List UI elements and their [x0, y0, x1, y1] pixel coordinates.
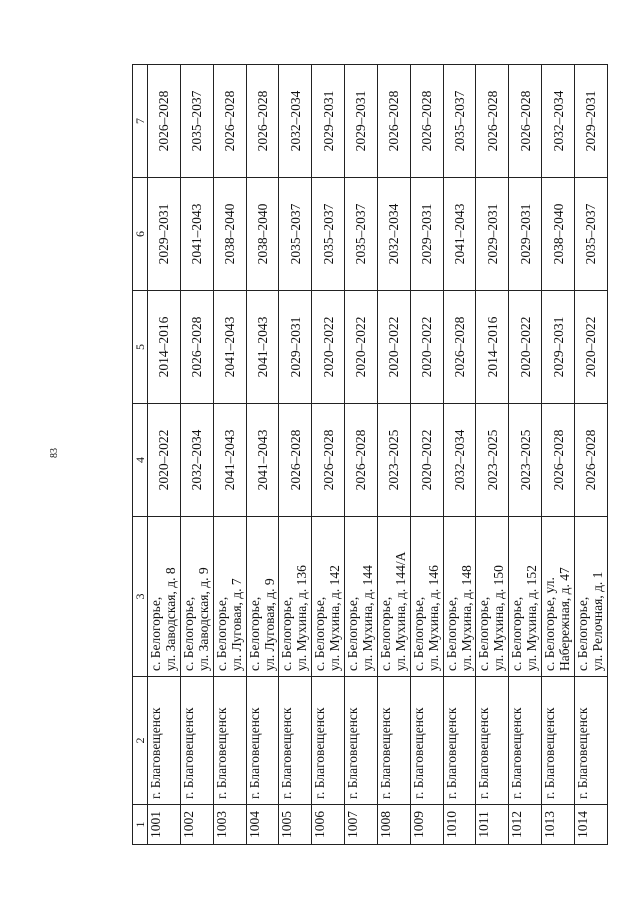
period-cell-col5: 2029–2031 [542, 291, 575, 404]
period-cell-col4: 2026–2028 [279, 404, 312, 517]
period-cell-col7: 2029–2031 [345, 65, 378, 178]
address-line-1: с. Белогорье, [180, 596, 196, 671]
address-line-2: ул. Релочная, д. 1 [589, 571, 605, 671]
period-cell-col7: 2032–2034 [279, 65, 312, 178]
period-cell-col7: 2026–2028 [213, 65, 246, 178]
period-cell-col4: 2023–2025 [476, 404, 509, 517]
row-number-cell: 1014 [574, 805, 607, 845]
header-row [133, 65, 148, 845]
page-number: 83 [49, 448, 60, 458]
address-cell [180, 517, 213, 677]
column-header: 3 [133, 517, 148, 677]
period-cell-col7: 2026–2028 [476, 65, 509, 178]
address-cell [542, 517, 575, 677]
address-cell [345, 517, 378, 677]
address-line-2: ул. Луговая, д. 7 [228, 578, 244, 671]
period-cell-col6: 2041–2043 [443, 178, 476, 291]
city-cell: г. Благовещенск [377, 677, 410, 805]
address-cell [377, 517, 410, 677]
period-cell-col4: 2041–2043 [246, 404, 279, 517]
column-header: 6 [133, 178, 148, 291]
period-cell-col4: 2032–2034 [180, 404, 213, 517]
period-cell-col7: 2029–2031 [312, 65, 345, 178]
period-cell-col5: 2020–2022 [410, 291, 443, 404]
period-cell-col7: 2029–2031 [574, 65, 607, 178]
period-cell-col7: 2035–2037 [443, 65, 476, 178]
period-cell-col5: 2020–2022 [345, 291, 378, 404]
period-cell-col5: 2020–2022 [377, 291, 410, 404]
row-number-cell: 1011 [476, 805, 509, 845]
column-header: 2 [133, 677, 148, 805]
row-number-cell: 1012 [509, 805, 542, 845]
period-cell-col7: 2026–2028 [377, 65, 410, 178]
address-cell [279, 517, 312, 677]
address-cell [213, 517, 246, 677]
table-row [410, 65, 443, 845]
table-row [180, 65, 213, 845]
period-cell-col5: 2026–2028 [180, 291, 213, 404]
period-cell-col4: 2020–2022 [148, 404, 181, 517]
address-line-1: с. Белогорье, [509, 596, 525, 671]
period-cell-col6: 2035–2037 [279, 178, 312, 291]
address-line-1: с. Белогорье, [410, 596, 426, 671]
period-cell-col4: 2041–2043 [213, 404, 246, 517]
period-cell-col6: 2038–2040 [542, 178, 575, 291]
address-line-1: с. Белогорье, [476, 596, 492, 671]
address-cell [410, 517, 443, 677]
row-number-cell: 1003 [213, 805, 246, 845]
period-cell-col7: 2026–2028 [509, 65, 542, 178]
table-body [148, 65, 608, 845]
period-cell-col4: 2026–2028 [574, 404, 607, 517]
period-cell-col6: 2032–2034 [377, 178, 410, 291]
city-cell: г. Благовещенск [542, 677, 575, 805]
row-number-cell: 1002 [180, 805, 213, 845]
address-line-2: ул. Заводская, д. 8 [163, 567, 178, 671]
period-cell-col5: 2029–2031 [279, 291, 312, 404]
data-table [132, 64, 608, 845]
period-cell-col6: 2029–2031 [476, 178, 509, 291]
period-cell-col7: 2026–2028 [246, 65, 279, 178]
address-cell [148, 517, 181, 677]
period-cell-col7: 2026–2028 [410, 65, 443, 178]
table-row [476, 65, 509, 845]
address-line-2: Набережная, д. 47 [557, 567, 573, 671]
address-line-1: с. Белогорье, [279, 596, 295, 671]
address-line-2: ул. Мухина, д. 152 [524, 565, 540, 671]
city-cell: г. Благовещенск [279, 677, 312, 805]
address-line-1: с. Белогорье, ул. [542, 577, 558, 671]
table-row [279, 65, 312, 845]
period-cell-col6: 2035–2037 [345, 178, 378, 291]
row-number-cell: 1004 [246, 805, 279, 845]
period-cell-col6: 2038–2040 [246, 178, 279, 291]
period-cell-col5: 2014–2016 [148, 291, 181, 404]
city-cell: г. Благовещенск [213, 677, 246, 805]
city-cell: г. Благовещенск [574, 677, 607, 805]
address-line-1: с. Белогорье, [574, 596, 590, 671]
city-cell: г. Благовещенск [345, 677, 378, 805]
period-cell-col6: 2029–2031 [509, 178, 542, 291]
address-cell [476, 517, 509, 677]
row-number-cell: 1010 [443, 805, 476, 845]
address-line-1: с. Белогорье, [148, 596, 163, 671]
address-cell [443, 517, 476, 677]
address-line-2: ул. Заводская, д. 9 [195, 567, 211, 671]
row-number-cell: 1007 [345, 805, 378, 845]
period-cell-col6: 2038–2040 [213, 178, 246, 291]
period-cell-col6: 2041–2043 [180, 178, 213, 291]
table-row [312, 65, 345, 845]
period-cell-col4: 2026–2028 [312, 404, 345, 517]
row-number-cell: 1013 [542, 805, 575, 845]
city-cell: г. Благовещенск [443, 677, 476, 805]
address-line-1: с. Белогорье, [345, 596, 361, 671]
city-cell: г. Благовещенск [312, 677, 345, 805]
table-row [345, 65, 378, 845]
period-cell-col6: 2035–2037 [312, 178, 345, 291]
address-line-2: ул. Мухина, д. 144/А [392, 551, 408, 671]
table-row [443, 65, 476, 845]
period-cell-col7: 2032–2034 [542, 65, 575, 178]
address-line-1: с. Белогорье, [443, 596, 459, 671]
city-cell: г. Благовещенск [246, 677, 279, 805]
address-cell [246, 517, 279, 677]
period-cell-col4: 2023–2025 [377, 404, 410, 517]
address-line-2: ул. Мухина, д. 146 [425, 565, 441, 671]
table-row [246, 65, 279, 845]
address-line-2: ул. Мухина, д. 148 [458, 565, 474, 671]
period-cell-col6: 2029–2031 [148, 178, 181, 291]
period-cell-col7: 2026–2028 [148, 65, 181, 178]
address-cell [574, 517, 607, 677]
period-cell-col5: 2041–2043 [213, 291, 246, 404]
period-cell-col4: 2032–2034 [443, 404, 476, 517]
address-line-2: ул. Мухина, д. 142 [327, 565, 343, 671]
period-cell-col5: 2020–2022 [312, 291, 345, 404]
period-cell-col5: 2014–2016 [476, 291, 509, 404]
period-cell-col4: 2026–2028 [345, 404, 378, 517]
period-cell-col5: 2020–2022 [509, 291, 542, 404]
city-cell: г. Благовещенск [410, 677, 443, 805]
city-cell: г. Благовещенск [476, 677, 509, 805]
row-number-cell: 1005 [279, 805, 312, 845]
period-cell-col4: 2023–2025 [509, 404, 542, 517]
address-line-1: с. Белогорье, [213, 596, 229, 671]
column-header: 4 [133, 404, 148, 517]
column-header: 1 [133, 805, 148, 845]
period-cell-col4: 2026–2028 [542, 404, 575, 517]
period-cell-col6: 2035–2037 [574, 178, 607, 291]
row-number-cell: 1006 [312, 805, 345, 845]
address-line-1: с. Белогорье, [246, 596, 262, 671]
table-row [574, 65, 607, 845]
row-number-cell: 1008 [377, 805, 410, 845]
column-header: 7 [133, 65, 148, 178]
table-row [377, 65, 410, 845]
city-cell: г. Благовещенск [180, 677, 213, 805]
period-cell-col4: 2020–2022 [410, 404, 443, 517]
city-cell: г. Благовещенск [148, 677, 181, 805]
table-row [542, 65, 575, 845]
table-row [148, 65, 181, 845]
table-container [132, 65, 608, 845]
address-cell [509, 517, 542, 677]
address-line-2: ул. Луговая, д. 9 [261, 578, 277, 671]
row-number-cell: 1001 [148, 805, 181, 845]
period-cell-col6: 2029–2031 [410, 178, 443, 291]
table-row [213, 65, 246, 845]
table-row [509, 65, 542, 845]
period-cell-col7: 2035–2037 [180, 65, 213, 178]
column-header: 5 [133, 291, 148, 404]
address-line-2: ул. Мухина, д. 144 [360, 565, 376, 671]
period-cell-col5: 2041–2043 [246, 291, 279, 404]
address-line-1: с. Белогорье, [377, 596, 393, 671]
period-cell-col5: 2026–2028 [443, 291, 476, 404]
address-cell [312, 517, 345, 677]
address-line-1: с. Белогорье, [312, 596, 328, 671]
address-line-2: ул. Мухина, д. 136 [294, 565, 310, 671]
period-cell-col5: 2020–2022 [574, 291, 607, 404]
city-cell: г. Благовещенск [509, 677, 542, 805]
address-line-2: ул. Мухина, д. 150 [491, 565, 507, 671]
row-number-cell: 1009 [410, 805, 443, 845]
